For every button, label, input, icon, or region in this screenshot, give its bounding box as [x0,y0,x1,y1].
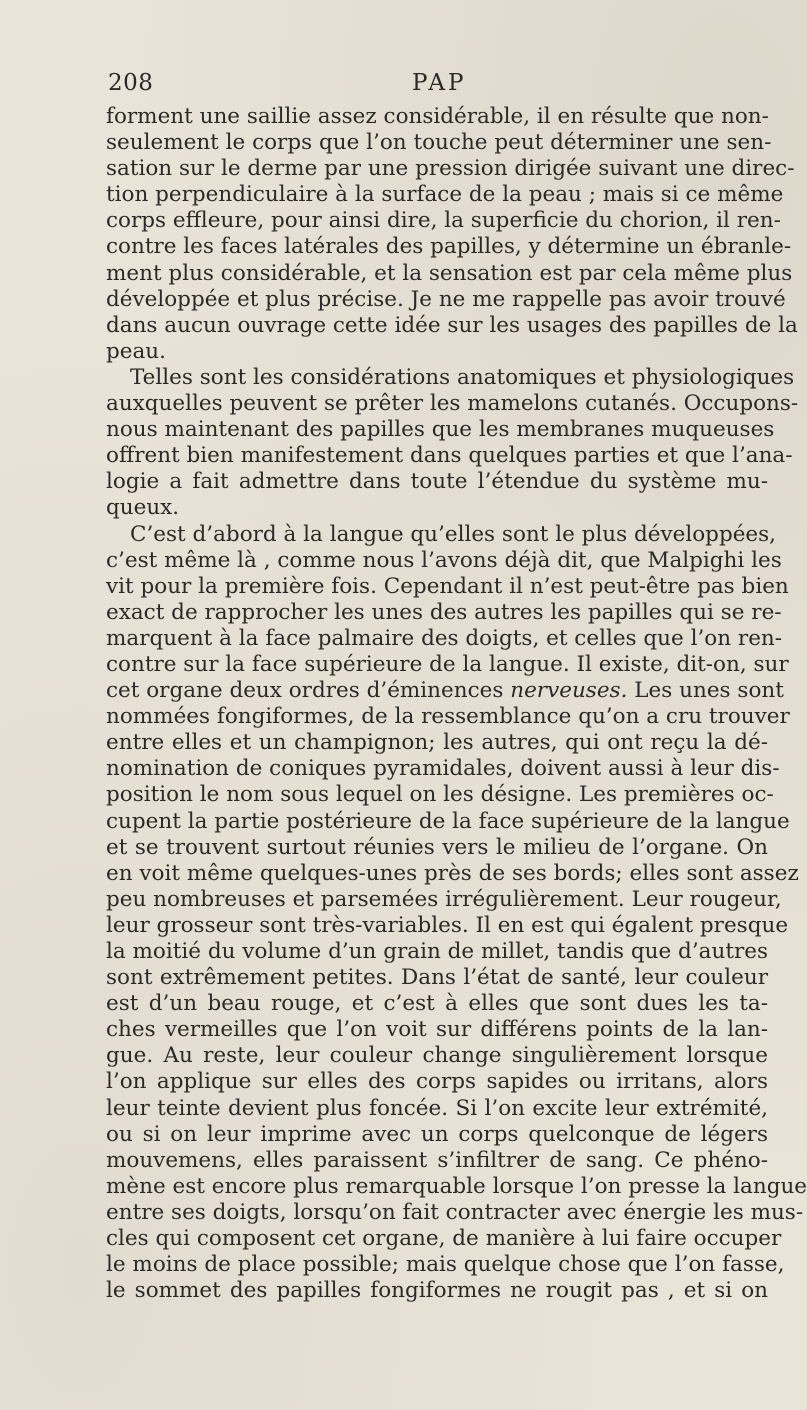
text-line [106,860,799,887]
text-line-content: nous maintenant des papilles que les membranes muqueuses [106,417,775,443]
text-line [106,1226,782,1252]
text-line [106,1173,807,1200]
text-line [106,1069,768,1095]
text-line [106,782,774,808]
italic-term: nerveuses. [510,678,628,704]
text-line-content: sation sur le derme par une pression dirigée suivant une direc- [106,156,795,182]
text-line-content: cupent la partie postérieure de la face supérieure de la langue [106,808,790,834]
text-line [106,495,768,521]
text-line-content: ches vermeilles que l’on voit sur différens points de la lan- [106,1017,768,1043]
text-line [106,443,793,469]
text-line [106,1199,804,1226]
text-line-content: cet organe deux ordres d’éminences [106,678,511,704]
text-line [106,234,792,260]
text-line-content: logie a fait admettre dans toute l’étendue du système mu- [106,469,768,495]
text-line-content: sont extrêmement petites. Dans l’état de santé, leur couleur [106,965,768,991]
text-line [106,730,768,756]
text-line-content: mouvemens, elles paraissent s’infiltrer de sang. Ce phéno- [106,1147,768,1173]
text-line-content: vit pour la première fois. Cependant il n’est peut-être pas bien [106,573,789,599]
running-head: PAP [412,70,467,96]
text-line-content: le moins de place possible; mais quelque chose que l’on fasse, [106,1252,785,1278]
text-line [106,130,772,156]
text-line [106,417,775,443]
text-line-content: dans aucun ouvrage cette idée sur les usages des papilles de la [106,312,798,338]
text-line [106,364,795,391]
text-line-content: l’on applique sur elles des corps sapides ou irritans, alors [106,1069,768,1095]
text-line [106,286,786,313]
text-line-content: entre ses doigts, lorsqu’on fait contracter avec énergie les mus- [106,1199,804,1225]
text-line [106,208,781,234]
text-line [106,156,795,182]
text-line-content: leur teinte devient plus foncée. Si l’on excite leur extrémité, [106,1095,768,1121]
text-line-content: exact de rapprocher les unes des autres les papilles qui se re- [106,599,782,625]
text-line-content: entre elles et un champignon; les autres, qui ont reçu la dé- [106,730,768,756]
text-line [106,1278,768,1304]
text-line [106,835,768,861]
text-line-content: gue. Au reste, leur couleur change singulièrement lorsque [106,1043,768,1069]
text-line [106,1017,768,1043]
text-line [106,886,782,913]
text-line-content: contre les faces latérales des papilles, y détermine un ébranle- [106,234,792,260]
text-line [106,599,782,626]
text-line-continuation: Les unes sont [627,678,784,704]
text-line-content: ment plus considérable, et la sensation est par cela même plus [106,260,793,286]
text-line [106,965,768,991]
text-line [106,651,789,678]
text-line-content: ou si on leur imprime avec un corps quelconque de légers [106,1121,768,1147]
page-header [108,70,768,104]
text-line [106,912,789,939]
text-line [106,1252,785,1278]
page-number: 208 [108,70,154,96]
text-line-content: cles qui composent cet organe, de manière à lui faire occuper [106,1226,782,1252]
text-line [106,625,783,652]
text-line [106,1148,768,1174]
text-line [106,756,780,782]
text-line [106,521,777,548]
text-line [106,939,768,965]
text-line-content: développée et plus précise. Je ne me rappelle pas avoir trouvé [106,286,786,312]
text-line-content: forment une saillie assez considérable, il en résulte que non- [106,104,769,129]
text-line-content: en voit même quelques-unes près de ses bords; elles sont assez [106,860,799,886]
text-line-content: seulement le corps que l’on touche peut déterminer une sen- [106,130,772,156]
text-line [106,573,789,600]
text-line-content: c’est même là , comme nous l’avons déjà dit, que Malpighi les [106,547,782,573]
text-line [106,991,768,1017]
text-line-content: corps effleure, pour ainsi dire, la superficie du chorion, il ren- [106,208,781,234]
text-line [106,312,798,339]
body-text [106,104,807,1304]
text-line [106,547,782,574]
text-line [106,469,768,495]
text-line [106,1096,768,1122]
text-line-content: offrent bien manifestement dans quelques parties et que l’ana- [106,443,793,469]
text-line-content: la moitié du volume d’un grain de millet, tandis que d’autres [106,939,768,964]
text-line [106,391,799,417]
text-line-content: nomination de coniques pyramidales, doivent aussi à leur dis- [106,756,780,782]
text-line-content: position le nom sous lequel on les désigne. Les premières oc- [106,782,774,808]
text-line-content: leur grosseur sont très-variables. Il en est qui égalent presque [106,912,789,938]
text-line-content: tion perpendiculaire à la surface de la peau ; mais si ce même [106,182,784,208]
text-line [106,808,790,835]
text-line-content: et se trouvent surtout réunies vers le milieu de l’organe. On [106,834,768,860]
text-line-content: marquent à la face palmaire des doigts, et celles que l’on ren- [106,625,783,651]
text-line [106,182,784,208]
text-line [106,678,784,704]
text-line-content: peu nombreuses et parsemées irrégulièrement. Leur rougeur, [106,886,782,912]
text-line-content: Telles sont les considérations anatomiques et physiologiques [130,364,795,390]
text-line [106,260,793,287]
text-line [106,1122,768,1148]
text-line-content: contre sur la face supérieure de la langue. Il existe, dit-on, sur [106,651,789,677]
text-line-content: peau. [106,338,166,364]
text-line [106,339,768,365]
text-line-content: nommées fongiformes, de la ressemblance qu’on a cru trouver [106,704,790,730]
text-line-content: le sommet des papilles fongiformes ne rougit pas , et si on [106,1278,768,1304]
text-line-content: C’est d’abord à la langue qu’elles sont le plus développées, [130,521,777,547]
text-line [106,704,790,730]
text-line-content: mène est encore plus remarquable lorsque l’on presse la langue [106,1173,807,1199]
text-line [106,1043,768,1069]
text-line-content: auxquelles peuvent se prêter les mamelons cutanés. Occupons- [106,391,799,417]
text-line-content: queux. [106,495,180,521]
text-line-content: est d’un beau rouge, et c’est à elles que sont dues les ta- [106,991,768,1017]
text-line [106,104,768,130]
